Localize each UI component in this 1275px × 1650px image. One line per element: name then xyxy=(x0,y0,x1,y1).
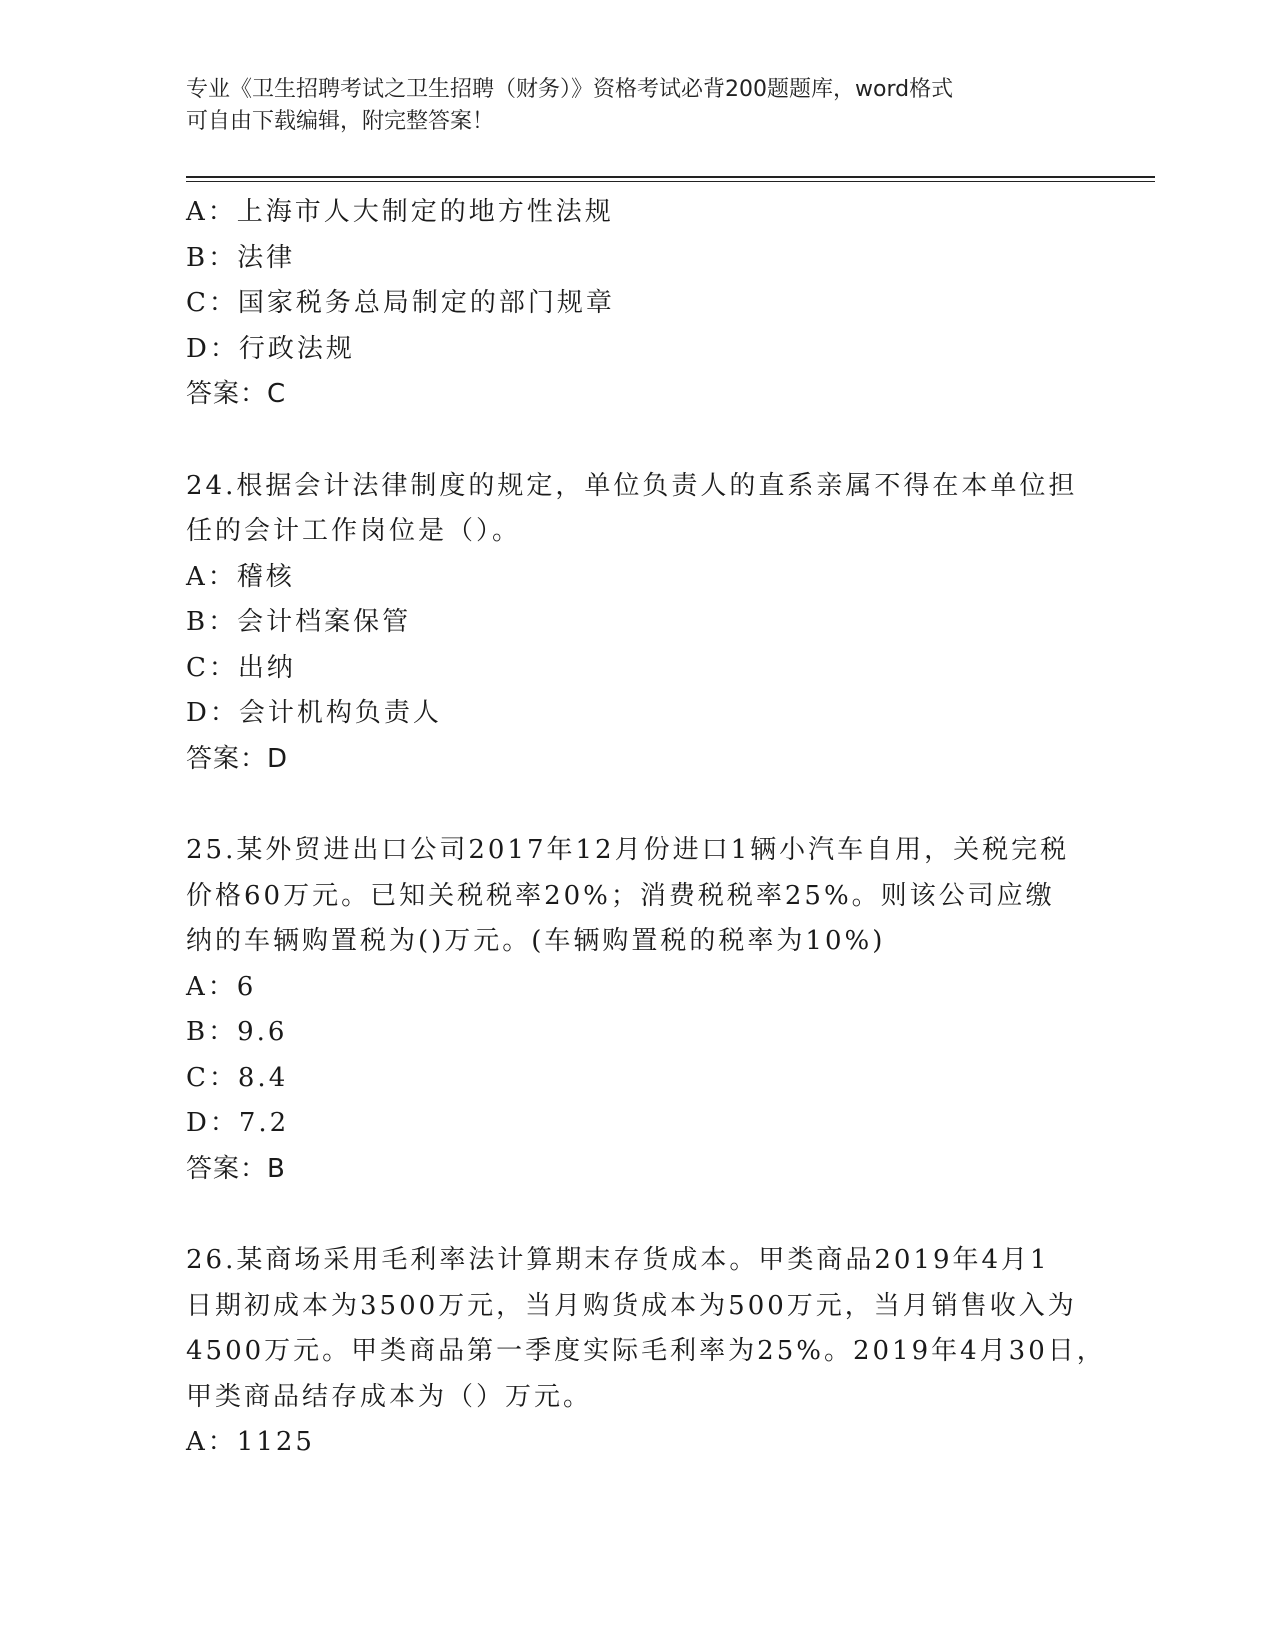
option-b: B：法律 xyxy=(186,242,296,273)
option-c: C：8.4 xyxy=(186,1062,289,1093)
option-c: C：国家税务总局制定的部门规章 xyxy=(186,288,615,318)
answer-label: 答案：B xyxy=(186,1153,286,1184)
question-stem-line: 25.某外贸进出口公司2017年12月份进口1辆小汽车自用，关税完税 xyxy=(186,835,1070,865)
option-d: D：会计机构负责人 xyxy=(186,698,442,728)
header-divider-thin xyxy=(186,181,1155,182)
option-d: D：行政法规 xyxy=(186,333,355,364)
option-b: B：会计档案保管 xyxy=(186,607,412,637)
question-26 xyxy=(186,1238,1106,1466)
question-24 xyxy=(186,464,1078,783)
option-c: C：出纳 xyxy=(186,652,296,683)
answer-label: 答案：C xyxy=(186,379,287,409)
header-line-2: 可自由下载编辑，附完整答案！ xyxy=(186,109,495,134)
option-a: A：上海市人大制定的地方性法规 xyxy=(186,197,614,227)
question-25 xyxy=(186,828,1070,1192)
question-list xyxy=(186,190,1106,1466)
spacer xyxy=(186,418,1066,464)
question-23-tail xyxy=(186,190,1066,418)
option-a: A：稽核 xyxy=(186,561,295,592)
spacer xyxy=(186,1192,1066,1238)
question-stem-line: 价格60万元。已知关税税率20%；消费税税率25%。则该公司应缴 xyxy=(186,880,1055,911)
option-a: A：6 xyxy=(186,971,257,1002)
header-divider-thick xyxy=(186,176,1155,178)
answer-label: 答案：D xyxy=(186,743,289,774)
question-stem-line: 纳的车辆购置税为()万元。(车辆购置税的税率为10%) xyxy=(186,926,886,956)
document-header xyxy=(186,74,1066,138)
question-stem-line: 26.某商场采用毛利率法计算期末存货成本。甲类商品2019年4月1 xyxy=(186,1245,1050,1275)
question-stem-line: 任的会计工作岗位是（）。 xyxy=(186,516,522,546)
question-stem-line: 24.根据会计法律制度的规定，单位负责人的直系亲属不得在本单位担 xyxy=(186,470,1078,501)
option-b: B：9.6 xyxy=(186,1017,288,1047)
spacer xyxy=(186,782,1066,828)
option-d: D：7.2 xyxy=(186,1108,290,1138)
header-line-1: 专业《卫生招聘考试之卫生招聘（财务）》资格考试必背200题题库，word格式 xyxy=(186,77,954,102)
question-stem-line: 4500万元。甲类商品第一季度实际毛利率为25%。2019年4月30日， xyxy=(186,1336,1106,1366)
question-stem-line: 甲类商品结存成本为（）万元。 xyxy=(186,1381,593,1412)
question-stem-line: 日期初成本为3500万元，当月购货成本为500万元，当月销售收入为 xyxy=(186,1290,1077,1321)
option-a: A：1125 xyxy=(186,1427,315,1457)
